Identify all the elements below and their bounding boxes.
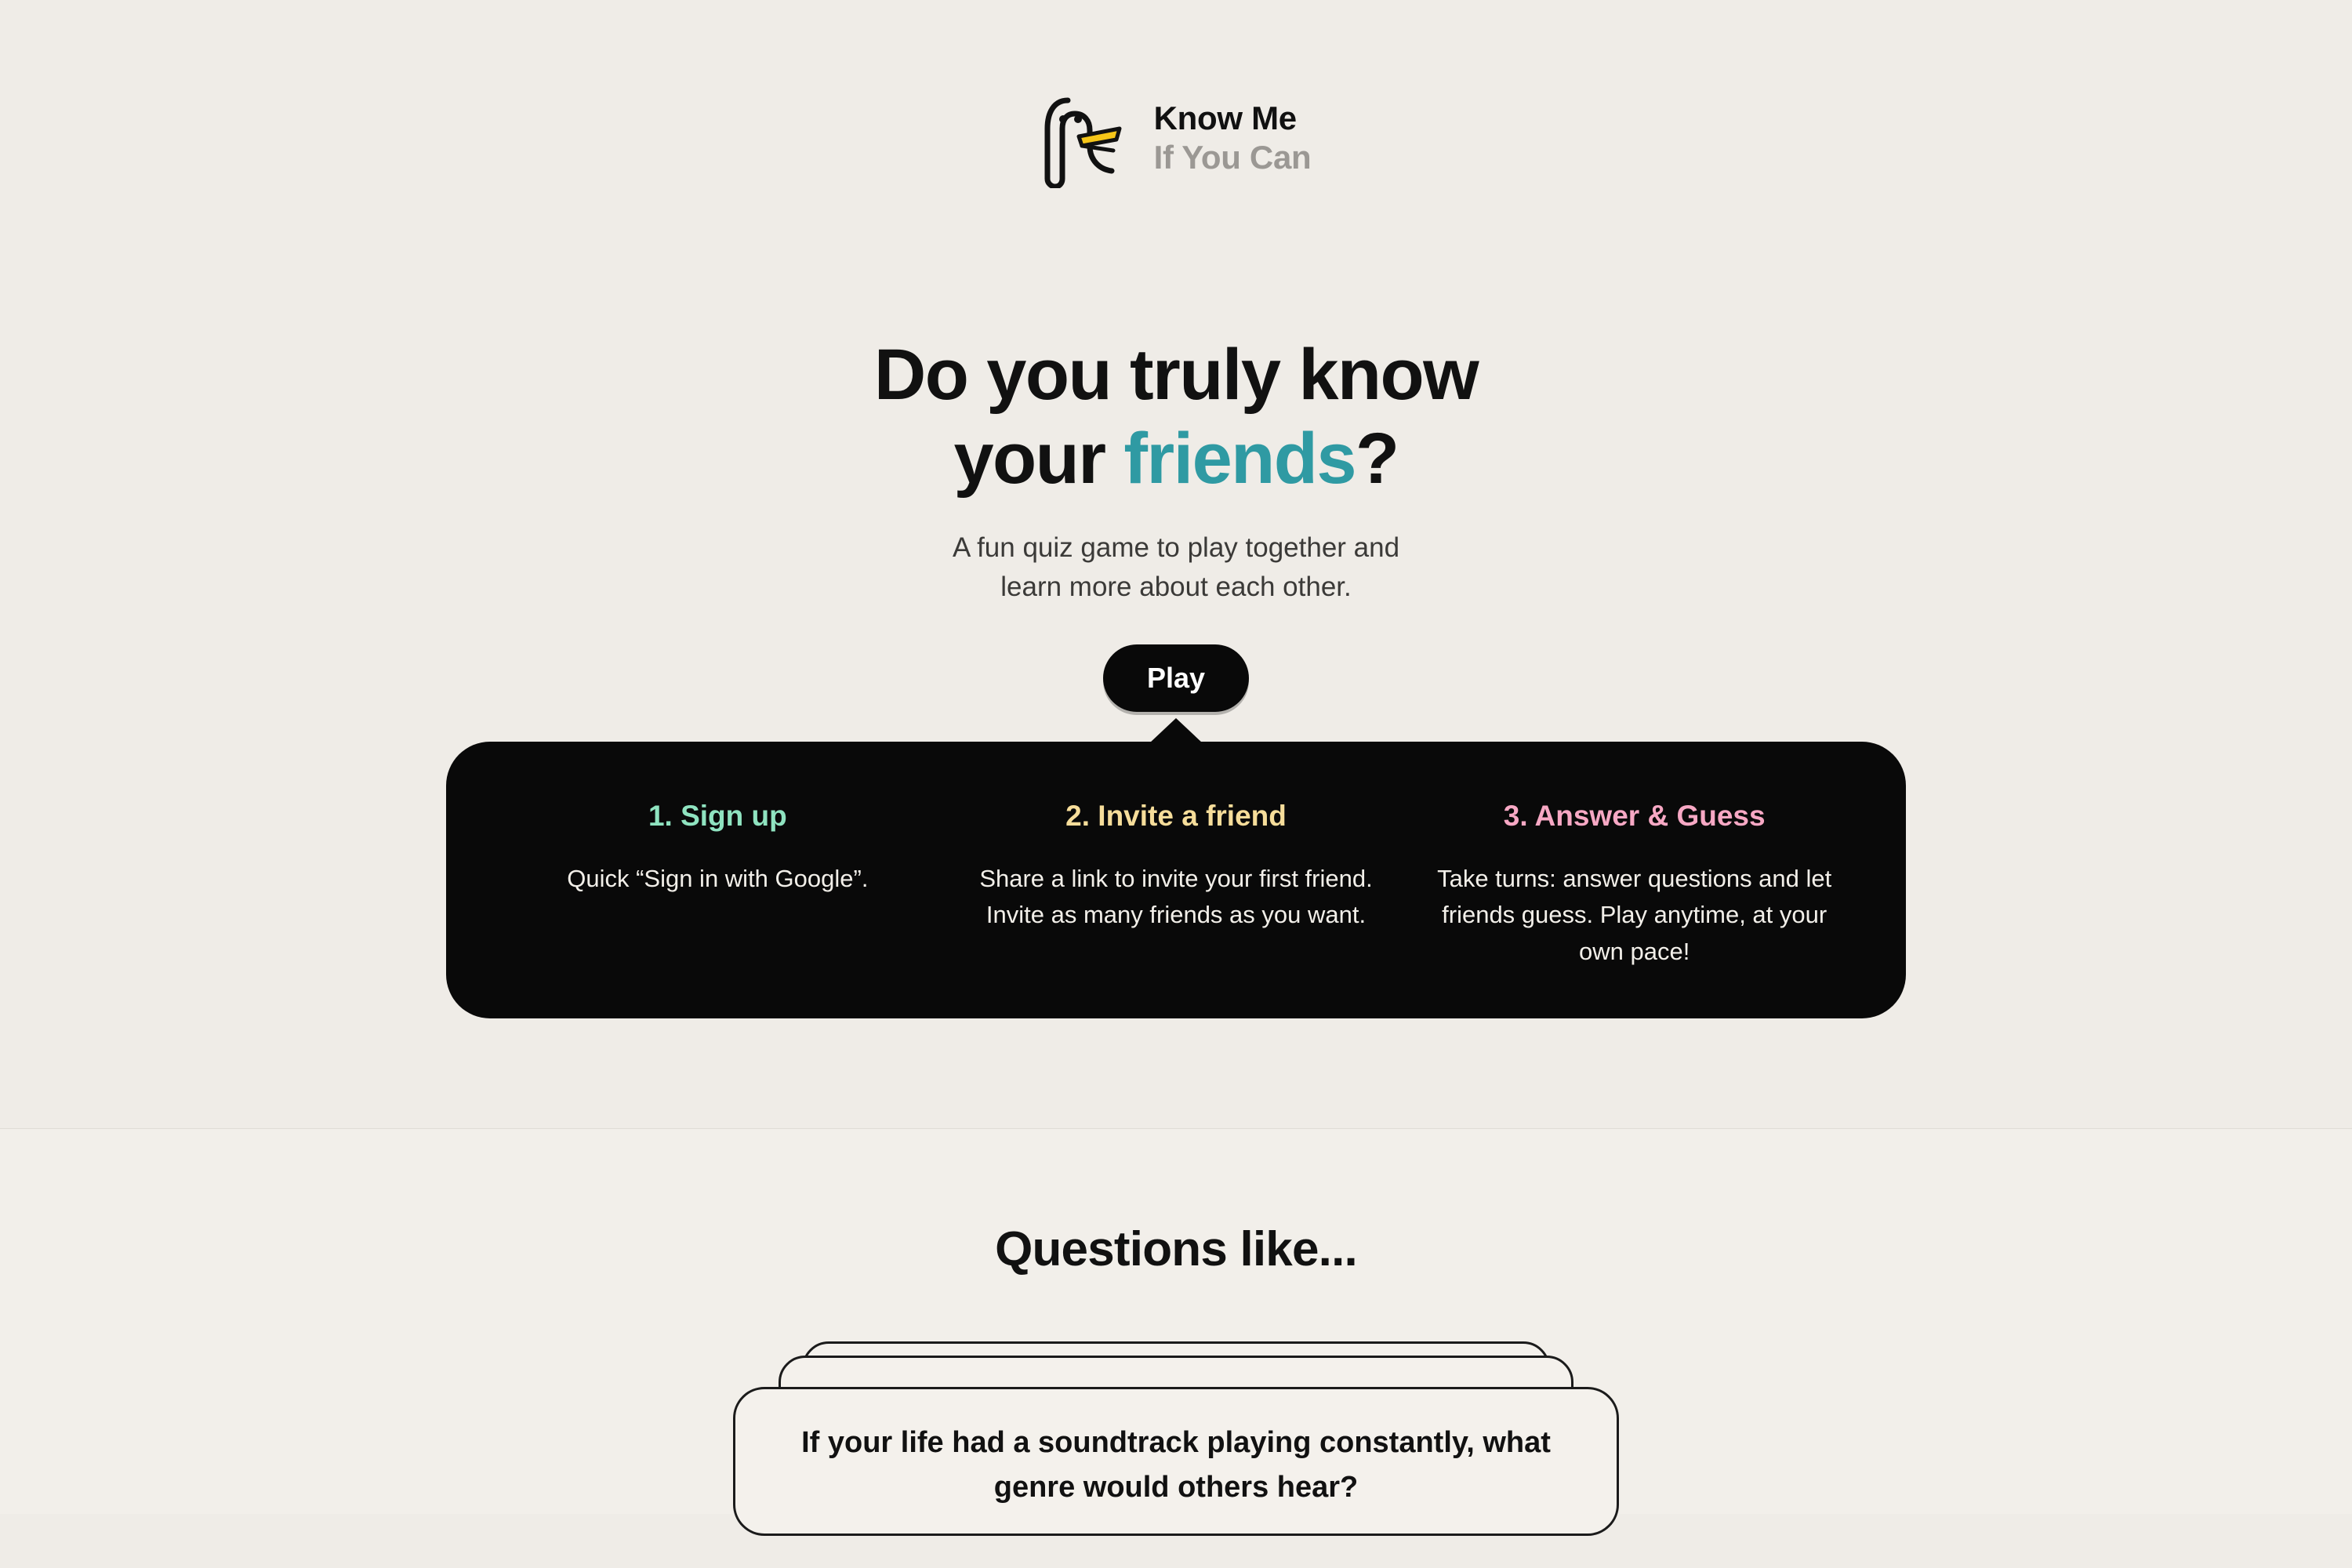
brand-line-2: If You Can	[1153, 139, 1312, 176]
step-card-2	[947, 800, 1406, 971]
play-button[interactable]: Play	[1103, 644, 1249, 712]
step-2-body: Share a link to invite your first friend. Invite as many friends as you want.	[979, 864, 1373, 929]
steps-panel	[446, 742, 1906, 1019]
step-3-title: 3. Answer & Guess	[1503, 799, 1766, 832]
brand-line-1: Know Me	[1153, 100, 1297, 137]
step-3-body: Take turns: answer questions and let friends guess. Play anytime, at your own pace!	[1437, 864, 1832, 965]
question-card-text: If your life had a soundtrack playing constantly, what genre would others hear?	[801, 1426, 1551, 1504]
page-title	[0, 333, 2352, 500]
duck-logo-icon	[1041, 88, 1134, 188]
brand-logo[interactable]	[1041, 88, 1312, 188]
how-it-works-section	[0, 742, 2352, 1019]
brand-wordmark	[1154, 99, 1312, 176]
question-card-front[interactable]	[733, 1387, 1619, 1536]
question-card-stack	[733, 1341, 1619, 1514]
step-2-title: 2. Invite a friend	[1065, 799, 1287, 832]
questions-section	[0, 1129, 2352, 1514]
hero-title-suffix: ?	[1355, 418, 1399, 499]
hero-subtitle	[0, 528, 2352, 606]
play-button-wrap	[0, 644, 2352, 712]
hero-subtitle-line-1: A fun quiz game to play together and	[952, 532, 1400, 564]
hero-subtitle-line-2: learn more about each other.	[1000, 572, 1352, 603]
questions-section-title: Questions like...	[995, 1222, 1357, 1277]
hero-title-accent: friends	[1123, 418, 1356, 499]
step-1-body: Quick “Sign in with Google”.	[567, 864, 869, 892]
hero-title-line-1: Do you truly know	[873, 335, 1479, 415]
step-1-title: 1. Sign up	[648, 799, 787, 832]
step-card-3	[1405, 800, 1864, 971]
hero-section	[0, 333, 2352, 712]
question-card-stack-area	[0, 1341, 2352, 1514]
step-card-1	[488, 800, 947, 971]
hero-title-line-2-prefix: your	[953, 418, 1124, 499]
site-header	[0, 0, 2352, 188]
